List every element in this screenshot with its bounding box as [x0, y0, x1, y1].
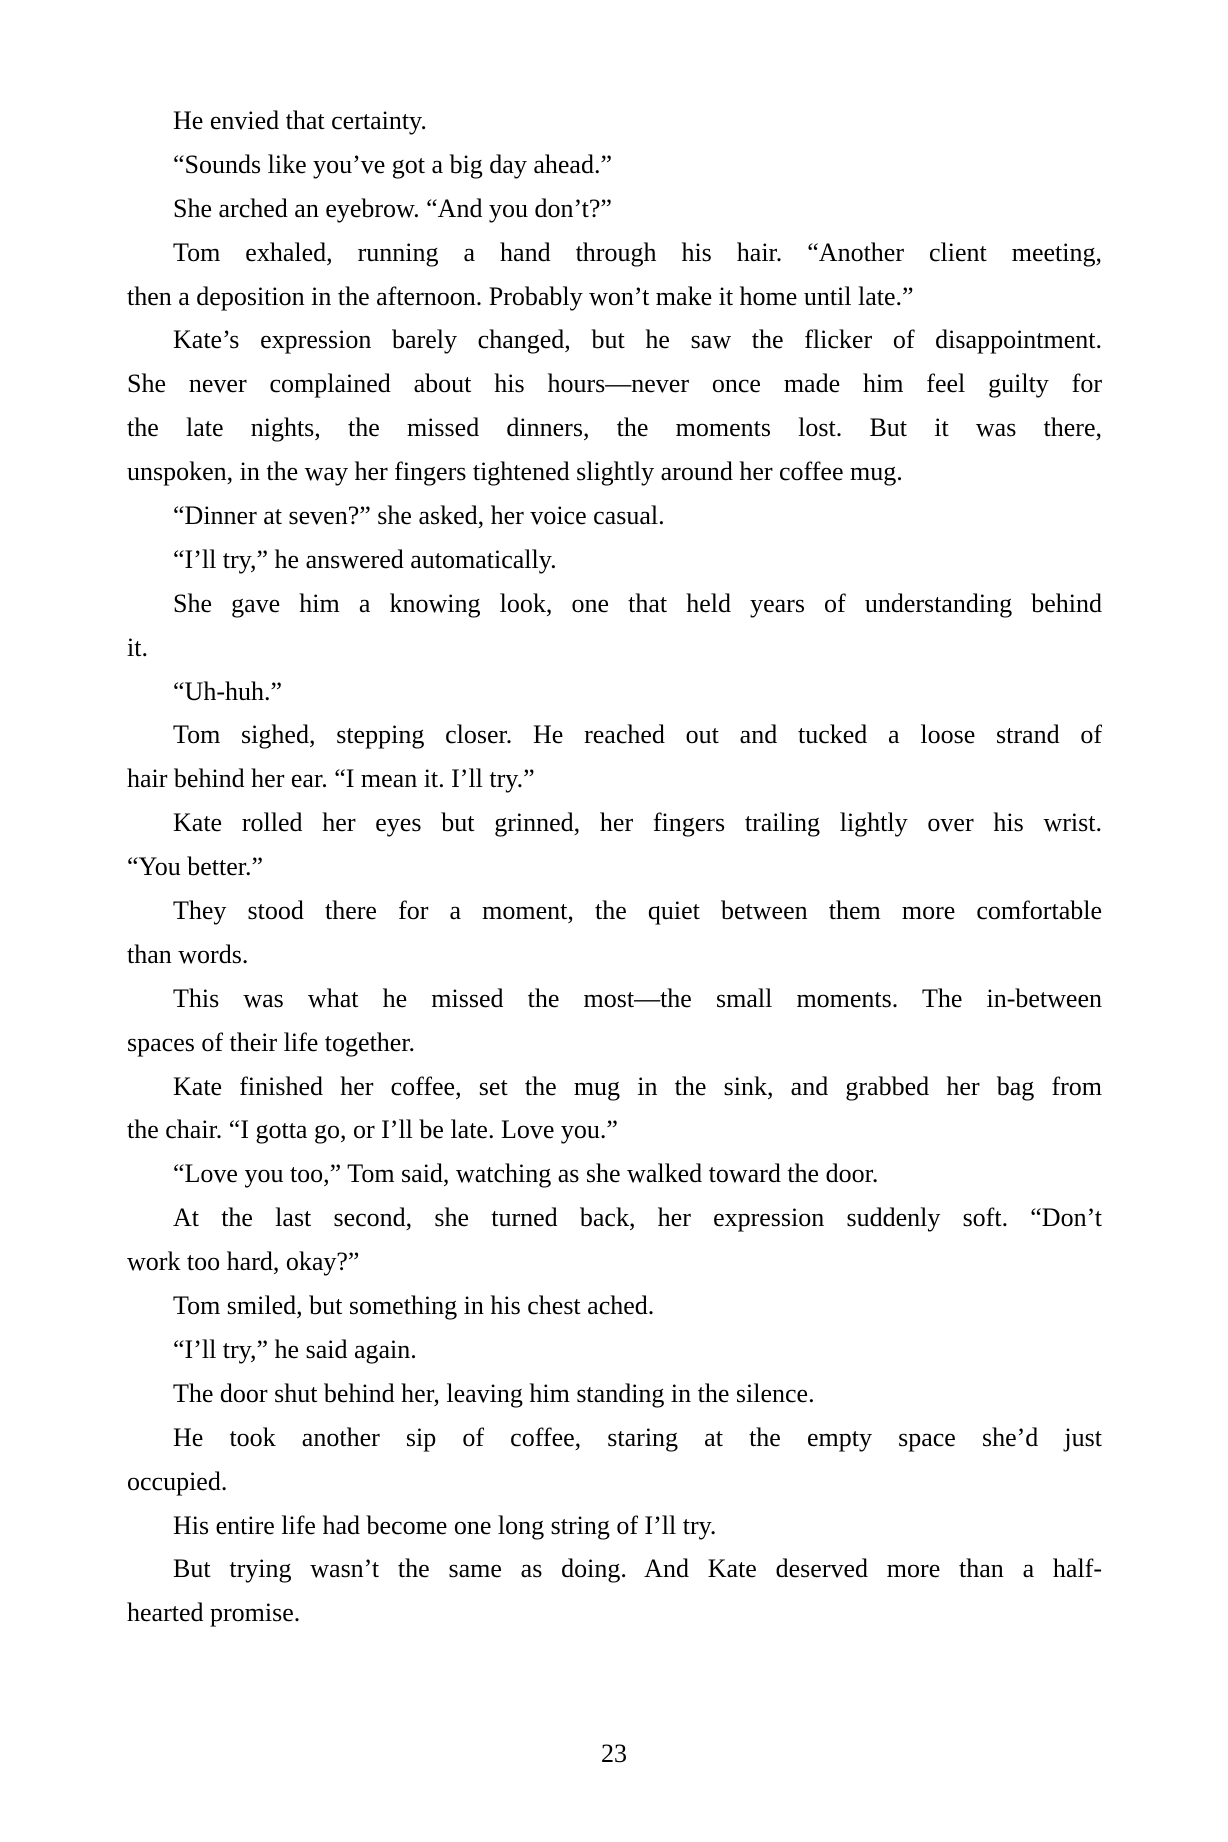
text-line: hearted promise.	[127, 1598, 301, 1628]
text-line: unspoken, in the way her fingers tightened slightly around her coffee mug.	[127, 457, 903, 487]
text-line: then a deposition in the afternoon. Probably won’t make it home until late.”	[127, 281, 914, 311]
text-line: She gave him a knowing look, one that held years of understanding behind	[173, 588, 1102, 618]
text-line: occupied.	[127, 1466, 228, 1496]
paragraph	[127, 801, 1102, 889]
text-line: “I’ll try,” he said again.	[173, 1334, 417, 1364]
paragraph	[127, 889, 1102, 977]
text-line: They stood there for a moment, the quiet between them more comfortable	[173, 896, 1102, 926]
paragraph	[127, 494, 1102, 538]
paragraph	[127, 99, 1102, 143]
text-line: it.	[127, 632, 148, 662]
text-line: At the last second, she turned back, her expression suddenly soft. “Don’t	[173, 1203, 1102, 1233]
paragraph	[127, 231, 1102, 319]
text-line: “Sounds like you’ve got a big day ahead.”	[173, 149, 612, 179]
paragraph	[127, 670, 1102, 714]
paragraph	[127, 1504, 1102, 1548]
paragraph	[127, 143, 1102, 187]
paragraph	[127, 538, 1102, 582]
text-line: “Love you too,” Tom said, watching as she walked toward the door.	[173, 1159, 879, 1189]
text-line: hair behind her ear. “I mean it. I’ll try.”	[127, 764, 535, 794]
text-line: But trying wasn’t the same as doing. And Kate deserved more than a half-	[173, 1554, 1102, 1584]
paragraph	[127, 1065, 1102, 1153]
page-number: 23	[601, 1739, 627, 1768]
paragraph	[127, 977, 1102, 1065]
paragraph	[127, 1284, 1102, 1328]
text-line: She arched an eyebrow. “And you don’t?”	[173, 193, 612, 223]
paragraph	[127, 582, 1102, 670]
text-line: This was what he missed the most—the small moments. The in-between	[173, 983, 1102, 1013]
paragraph	[127, 1196, 1102, 1284]
text-line: His entire life had become one long string of I’ll try.	[173, 1510, 717, 1540]
text-line: Kate rolled her eyes but grinned, her fingers trailing lightly over his wrist.	[173, 808, 1102, 838]
text-line: the chair. “I gotta go, or I’ll be late. Love you.”	[127, 1115, 618, 1145]
text-line: spaces of their life together.	[127, 1027, 416, 1057]
text-line: Kate finished her coffee, set the mug in the sink, and grabbed her bag from	[173, 1071, 1102, 1101]
text-line: “Uh-huh.”	[173, 676, 283, 706]
paragraph	[127, 1372, 1102, 1416]
paragraph	[127, 1328, 1102, 1372]
paragraph	[127, 1547, 1102, 1635]
text-line: work too hard, okay?”	[127, 1247, 360, 1277]
text-line: Kate’s expression barely changed, but he saw the flicker of disappointment.	[173, 325, 1102, 355]
text-line: Tom sighed, stepping closer. He reached out and tucked a loose strand of	[173, 720, 1102, 750]
paragraph	[127, 1416, 1102, 1504]
text-line: She never complained about his hours—never once made him feel guilty for	[127, 369, 1102, 399]
paragraph	[127, 1152, 1102, 1196]
text-line: He took another sip of coffee, staring at the empty space she’d just	[173, 1422, 1102, 1452]
text-line: “I’ll try,” he answered automatically.	[173, 544, 557, 574]
paragraph	[127, 187, 1102, 231]
body-text	[127, 99, 1102, 1635]
text-line: “You better.”	[127, 852, 264, 882]
text-line: Tom smiled, but something in his chest ached.	[173, 1291, 655, 1321]
text-line: Tom exhaled, running a hand through his hair. “Another client meeting,	[173, 237, 1102, 267]
paragraph	[127, 318, 1102, 494]
text-line: than words.	[127, 939, 249, 969]
text-line: The door shut behind her, leaving him standing in the silence.	[173, 1378, 815, 1408]
text-line: the late nights, the missed dinners, the moments lost. But it was there,	[127, 413, 1102, 443]
text-line: “Dinner at seven?” she asked, her voice casual.	[173, 501, 665, 531]
text-line: He envied that certainty.	[173, 106, 427, 135]
paragraph	[127, 713, 1102, 801]
